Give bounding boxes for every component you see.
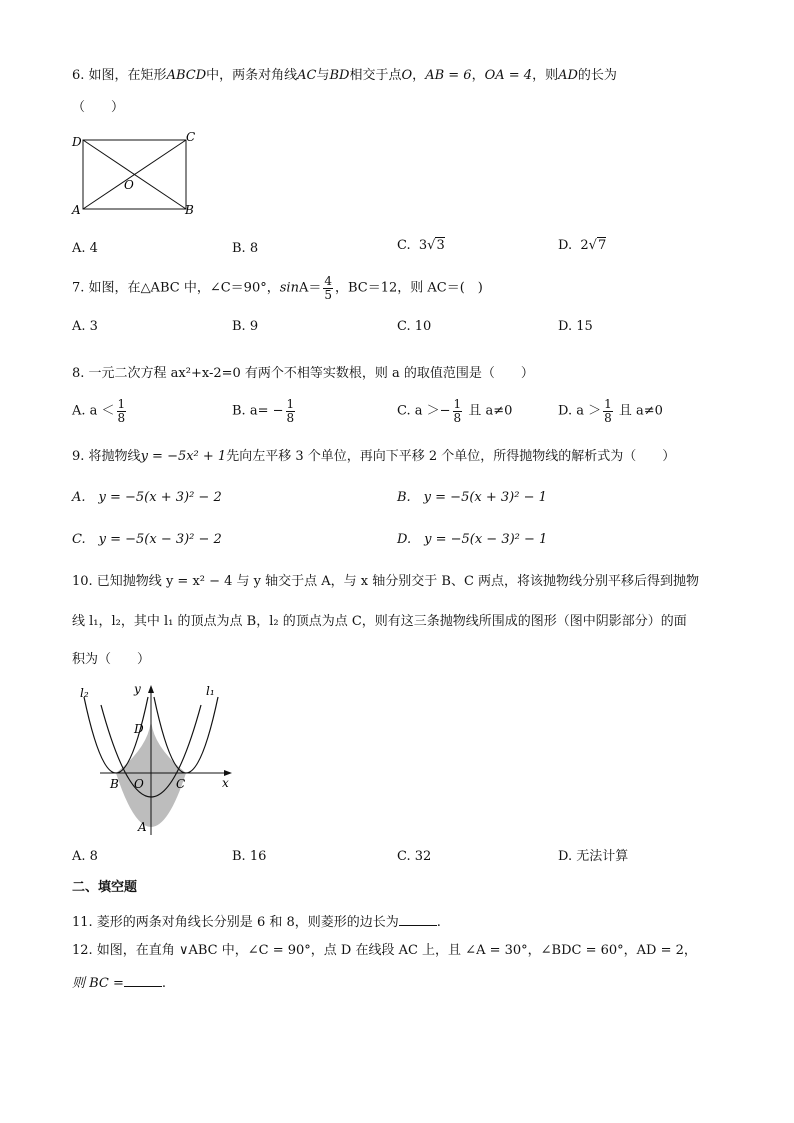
label-x: x [222,776,229,790]
label-c: C [186,130,196,144]
q6-option-c: C. 3√3 [397,238,445,253]
q7-option-b: B. 9 [232,319,259,334]
label-a: A [138,820,147,834]
fraction: $\frac{4}{5}$ [324,274,332,302]
q9-option-c: C. y = −5(x − 3)² − 2 [72,532,222,547]
q8-option-b: B. a= − $\frac{1}{8}$ [232,397,295,425]
fraction: $\frac{1}{8}$ [286,397,295,425]
q6-answer-paren: （ ） [72,100,125,115]
q8-option-c: C. a ＞− $\frac{1}{8}$ 且 a≠0 [397,397,513,425]
q10-option-c: C. 32 [397,849,432,864]
q10-option-b: B. 16 [232,849,267,864]
q9-option-a: A. y = −5(x + 3)² − 2 [72,490,222,505]
sqrt-sign: √ [427,238,436,253]
label-c: C [176,777,186,791]
q9-option-b: B. y = −5(x + 3)² − 1 [397,490,547,505]
fraction: $\frac{1}{8}$ [604,397,612,425]
q12-stem-line2: 则 BC = . [72,976,167,991]
q7-option-c: C. 10 [397,319,432,334]
label-y: y [134,682,141,696]
q6-option-d: D. 2√7 [558,238,607,253]
q10-option-a: A. 8 [72,849,98,864]
label-b: B [110,777,119,791]
answer-blank[interactable] [124,974,162,987]
label-a: A [72,203,81,217]
q9-stem: 9. 将抛物线y = −5x² + 1先向左平移 3 个单位，再向下平移 2 个单位，所得抛物线的解析式为（ ） [72,449,676,464]
fraction: $\frac{1}{8}$ [117,397,126,425]
q12-stem-line1: 12. 如图，在直角 ∨ABC 中，∠C = 90°，点 D 在线段 AC 上，且 ∠A = 30°，∠BDC = 60°，AD = 2， [72,943,697,958]
q6-rectangle-figure [66,130,206,222]
q10-stem-line1: 10. 已知抛物线 y = x² − 4 与 y 轴交于点 A，与 x 轴分别交于 B、C 两点，将该抛物线分别平移后得到抛物 [72,574,700,589]
label-o: O [134,777,144,791]
q10-parabola-figure [72,675,242,840]
fraction: $\frac{1}{8}$ [453,397,462,425]
q8-stem: 8. 一元二次方程 ax²+x-2=0 有两个不相等实数根，则 a 的取值范围是（ ） [72,366,534,381]
q9-option-d: D. y = −5(x − 3)² − 1 [397,532,548,547]
answer-blank[interactable] [399,913,437,926]
label-d: D [134,722,144,736]
q11-stem: 11. 菱形的两条对角线长分别是 6 和 8，则菱形的边长为 . [72,915,441,930]
q7-option-a: A. 3 [72,319,98,334]
q7-option-d: D. 15 [558,319,593,334]
q10-option-d: D. 无法计算 [558,849,629,864]
q10-stem-line3: 积为（ ） [72,652,151,667]
q8-option-a: A. a ＜ $\frac{1}{8}$ [72,397,126,425]
label-d: D [72,135,82,149]
label-l2: l₂ [80,686,89,700]
section-title-fill-in: 二、填空题 [72,880,138,895]
q10-stem-line2: 线 l₁，l₂，其中 l₁ 的顶点为点 B，l₂ 的顶点为点 C，则有这三条抛物线所围成的图形（图中阴影部分）的面 [72,614,687,629]
label-l1: l₁ [206,684,215,698]
q6-option-a: A. 4 [72,241,98,256]
label-b: B [185,203,194,217]
q6-option-b: B. 8 [232,241,259,256]
q6-stem: 6. 如图，在矩形ABCD中，两条对角线AC与BD相交于点O，AB = 6，OA = 4，则AD的长为 [72,68,617,83]
q8-option-d: D. a ＞ $\frac{1}{8}$ 且 a≠0 [558,397,663,425]
y-axis-arrow-icon [148,685,154,693]
label-o: O [124,178,134,192]
sqrt-sign: √ [588,238,597,253]
q7-stem: 7. 如图，在△ABC 中，∠C＝90°，sinA＝ $\frac{4}{5}$ ，BC＝12，则 AC＝( ) [72,274,483,302]
q6-number: 6. [72,68,85,83]
